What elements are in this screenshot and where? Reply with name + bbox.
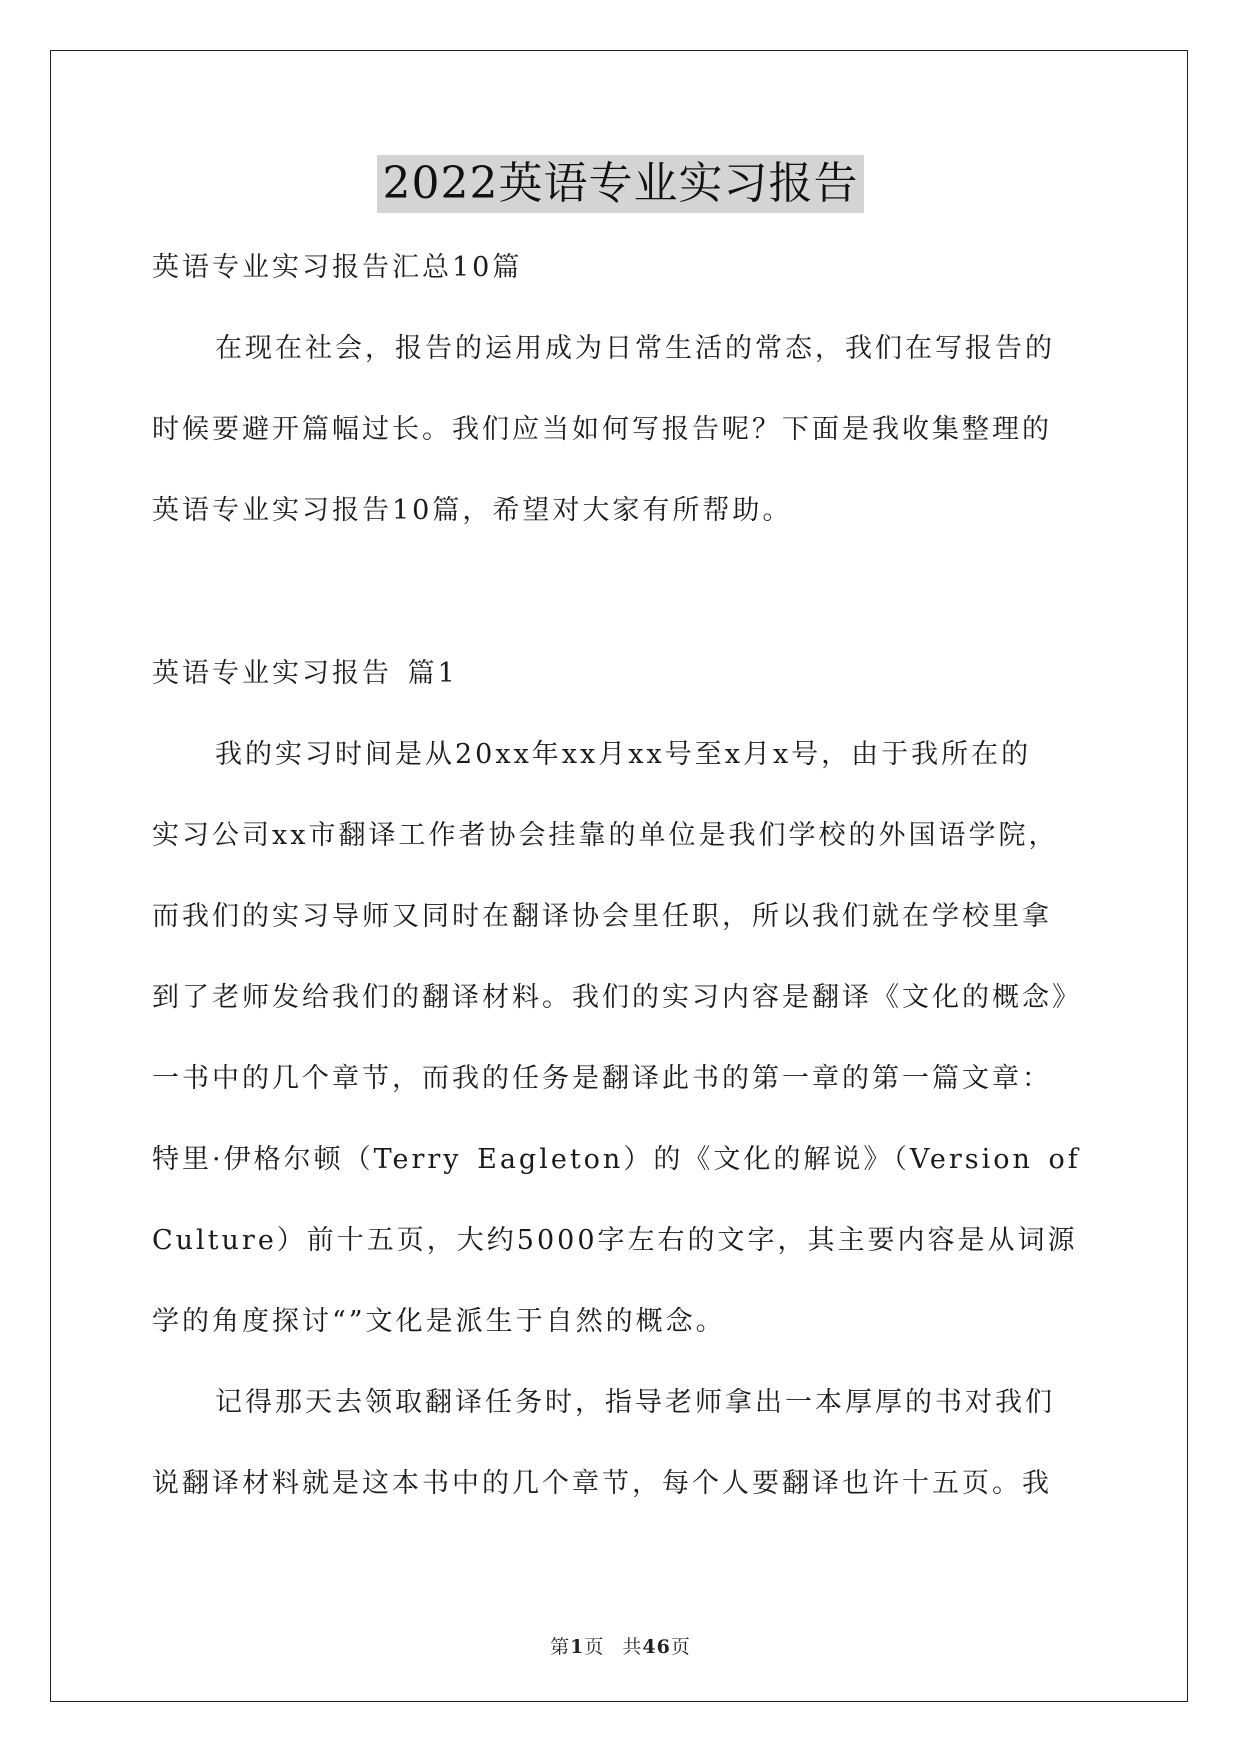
text-line: 到了老师发给我们的翻译材料。我们的实习内容是翻译《文化的概念》 (152, 982, 1082, 1013)
text-line: 我的实习时间是从20xx年xx月xx号至x月x号，由于我所在的 (215, 739, 1032, 770)
text-line: 说翻译材料就是这本书中的几个章节，每个人要翻译也许十五页。我 (152, 1468, 1052, 1499)
page-number: 1 (570, 1636, 585, 1658)
text-line: 英语专业实习报告10篇，希望对大家有所帮助。 (152, 495, 793, 526)
text-line: 一书中的几个章节，而我的任务是翻译此书的第一章的第一篇文章： (152, 1063, 1052, 1094)
page-prefix: 第 (550, 1636, 571, 1658)
page-footer (0, 1632, 1241, 1659)
title-container (0, 155, 1241, 213)
text-line: 时候要避开篇幅过长。我们应当如何写报告呢？下面是我收集整理的 (152, 414, 1052, 445)
document-title: 2022英语专业实习报告 (377, 155, 865, 213)
text-line: 英语专业实习报告汇总10篇 (152, 252, 523, 283)
text-line: 而我们的实习导师又同时在翻译协会里任职，所以我们就在学校里拿 (152, 901, 1052, 932)
text-line: 特里·伊格尔顿（Terry Eagleton）的《文化的解说》（Version of (152, 1144, 1081, 1175)
total-prefix: 共 (622, 1636, 643, 1658)
total-suffix: 页 (670, 1636, 691, 1658)
text-line: 实习公司xx市翻译工作者协会挂靠的单位是我们学校的外国语学院， (152, 820, 1059, 851)
document-body (152, 248, 1092, 1545)
page-suffix: 页 (584, 1636, 605, 1658)
text-line: 学的角度探讨“”文化是派生于自然的概念。 (152, 1306, 726, 1337)
text-line: 在现在社会，报告的运用成为日常生活的常态，我们在写报告的 (215, 333, 1055, 364)
paragraph-gap (152, 572, 1092, 654)
total-pages: 46 (642, 1636, 671, 1658)
text-line: 英语专业实习报告 篇1 (152, 658, 458, 689)
text-line: Culture）前十五页，大约5000字左右的文字，其主要内容是从词源 (152, 1225, 1078, 1256)
text-line: 记得那天去领取翻译任务时，指导老师拿出一本厚厚的书对我们 (215, 1387, 1055, 1418)
